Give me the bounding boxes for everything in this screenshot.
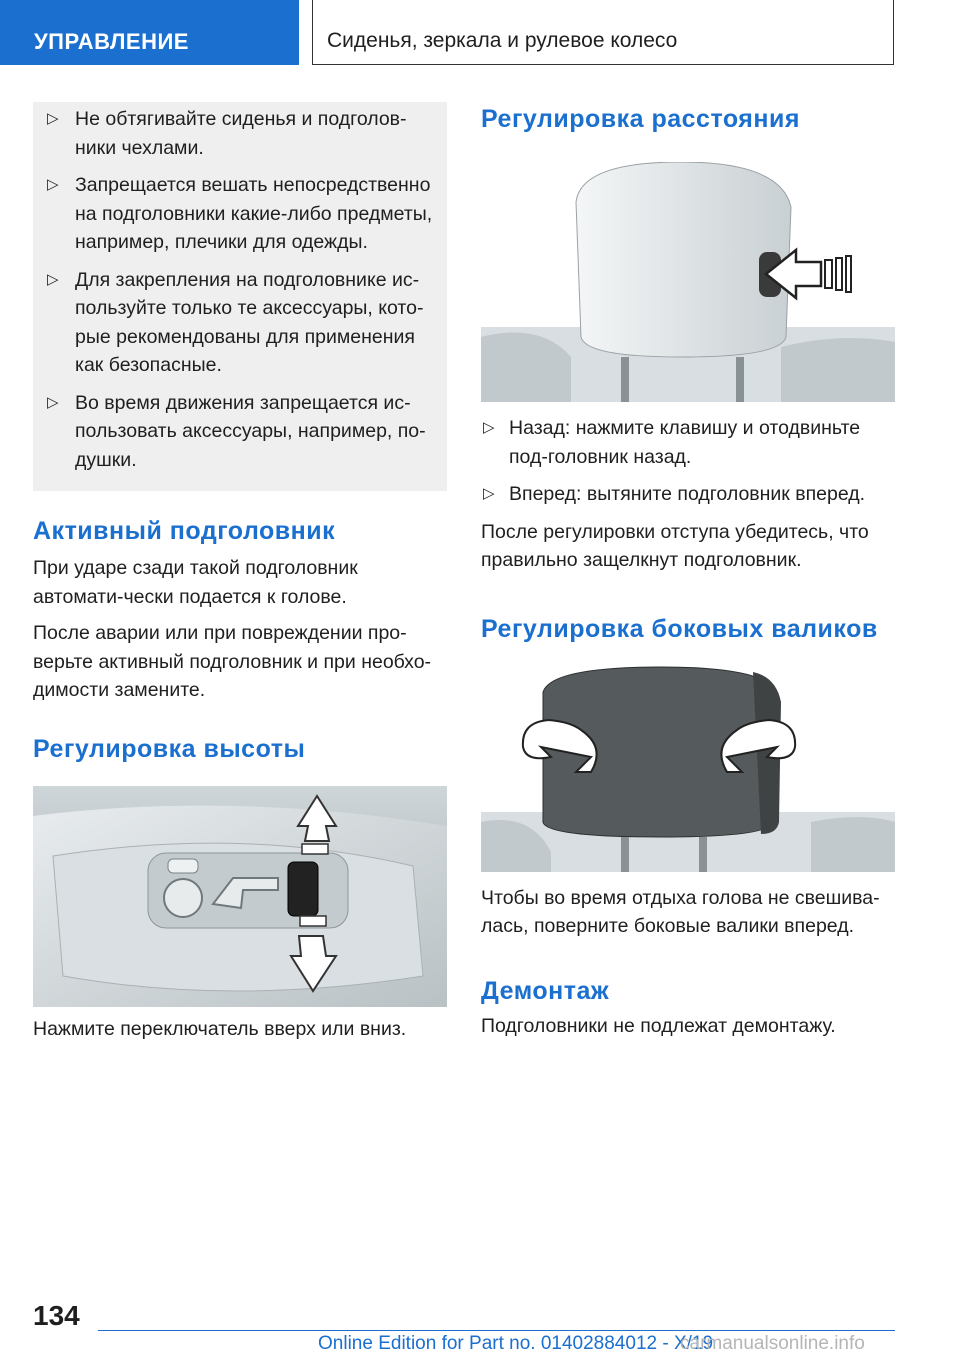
triangle-bullet-icon: ▷: [47, 393, 59, 411]
warning-item: ▷ Для закрепления на подголовнике ис-пользуйте только те аксессуары, кото-рые рекомендованы для применения как безопасные.: [33, 266, 447, 380]
left-column: [33, 102, 447, 1043]
heading-active-headrest: Активный подголовник: [33, 517, 336, 545]
heading-side-bolsters: Регулировка боковых валиков: [481, 614, 878, 643]
caption: Нажмите переключатель вверх или вниз.: [33, 1017, 407, 1040]
seat-switch-image: [33, 786, 447, 1007]
section-tab: УПРАВЛЕНИЕ: [0, 0, 299, 65]
headrest-distance-image: [481, 162, 895, 402]
triangle-bullet-icon: ▷: [47, 176, 59, 193]
warning-item: ▷ Запрещается вешать непосредственно на подголовники какие-либо предметы, например, плечики для одежды.: [33, 171, 447, 257]
footer-edition: Online Edition for Part no. 01402884012 - X/19: [318, 1333, 714, 1354]
warning-item: ▷ Во время движения запрещается ис-пользовать аксессуары, например, по-душки.: [33, 389, 447, 475]
instruction-item: ▷ Назад: нажмите клавишу и отодвиньте под-головник назад.: [481, 414, 895, 471]
heading-removal: Демонтаж: [481, 976, 610, 1005]
warning-box: [33, 102, 447, 491]
instruction-item: ▷ Вперед: вытяните подголовник вперед.: [481, 480, 895, 509]
warning-item: ▷ Не обтягивайте сиденья и подголов-ники чехлами.: [33, 105, 447, 162]
paragraph: После аварии или при повреждении про-верьте активный подголовник и при необхо-димости замените.: [33, 622, 432, 701]
triangle-bullet-icon: ▷: [483, 485, 495, 502]
paragraph: Чтобы во время отдыха голова не свешива-лась, поверните боковые валики вперед.: [481, 886, 880, 937]
right-column: [481, 102, 895, 1040]
paragraph: При ударе сзади такой подголовник автомати-чески подается к голове.: [33, 557, 358, 608]
triangle-bullet-icon: ▷: [483, 419, 495, 436]
triangle-bullet-icon: ▷: [47, 110, 59, 127]
heading-distance-adjust: Регулировка расстояния: [481, 105, 800, 133]
side-bolster-image: [481, 662, 895, 872]
paragraph: Подголовники не подлежат демонтажу.: [481, 1014, 836, 1037]
chapter-title: Сиденья, зеркала и рулевое колесо: [312, 0, 894, 65]
heading-height-adjust: Регулировка высоты: [33, 734, 306, 763]
watermark: carmanualsonline.info: [680, 1333, 865, 1354]
triangle-bullet-icon: ▷: [47, 270, 59, 288]
paragraph: После регулировки отступа убедитесь, что правильно защелкнут подголовник.: [481, 520, 869, 571]
page-number: 134: [33, 1300, 80, 1331]
footer-divider: [98, 1330, 895, 1331]
